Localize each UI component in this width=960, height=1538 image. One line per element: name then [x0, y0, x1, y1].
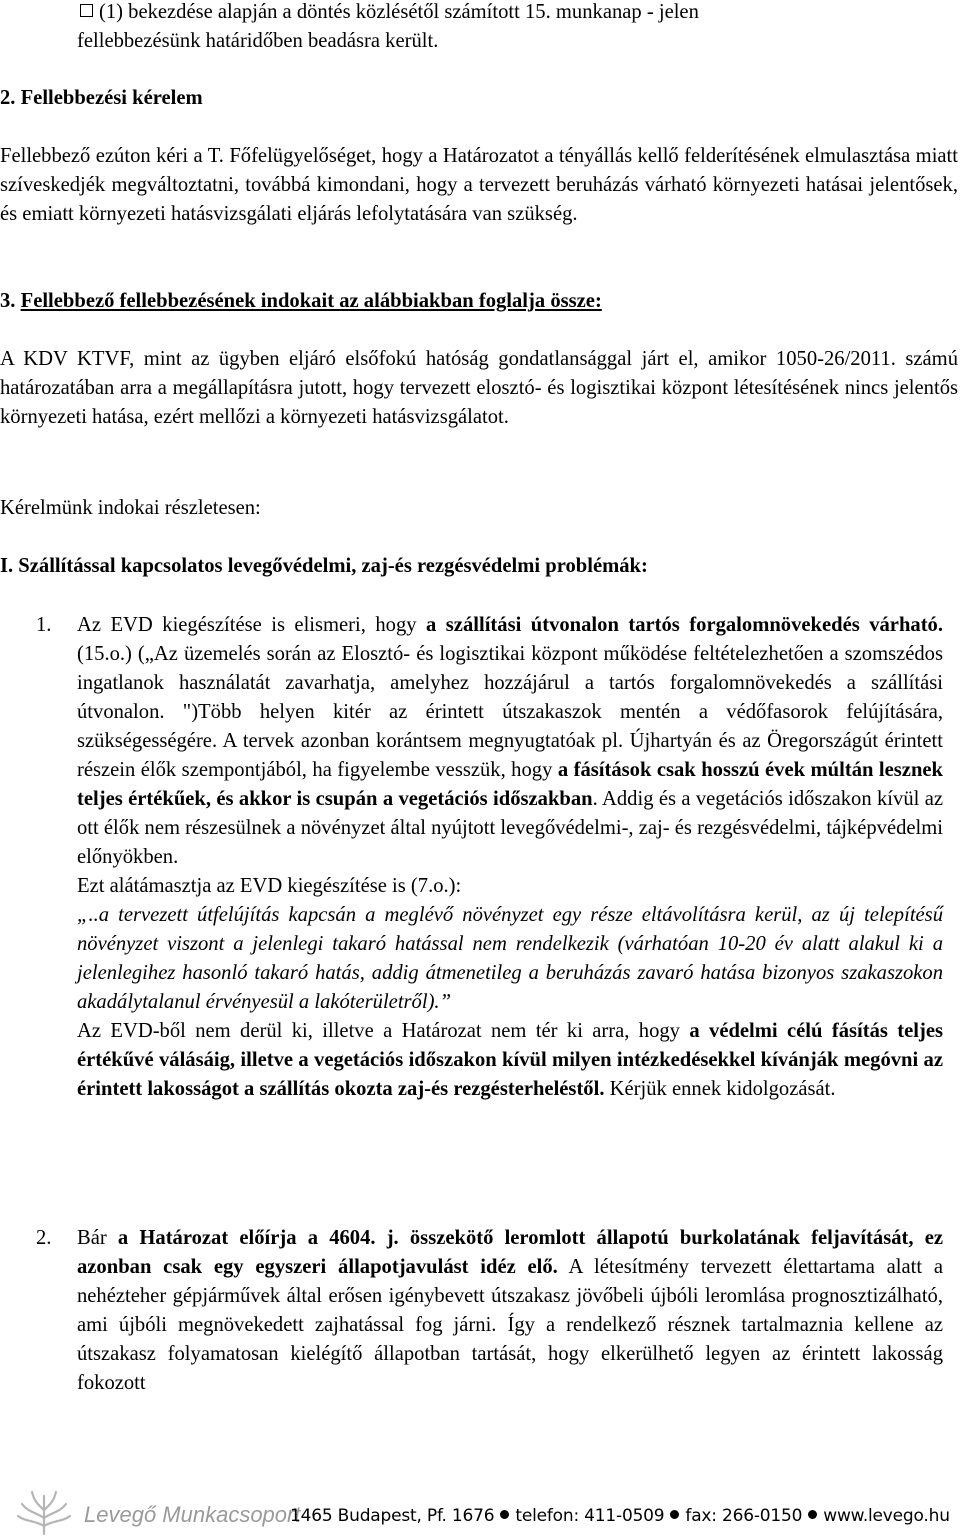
section-i-heading: I. Szállítással kapcsolatos levegővédelmi, zaj-és rezgésvédelmi problémák: [0, 555, 648, 577]
section-3-text: A KDV KTVF, mint az ügyben eljáró elsőfokú hatóság gondatlansággal járt el, amikor 1050-26/2011. számú határozatában arra a megállapításra jutott, hogy tervezett elosztó- és logisztikai központ létesítésének nincs jelentős környezeti hatása, ezért mellőzi a környezeti hatásvizsgálatot. [0, 348, 958, 428]
item-2-number: 2. [36, 1227, 52, 1249]
checkbox-square-icon [80, 4, 93, 17]
section-2-body [0, 142, 958, 229]
item-2-paragraph: Bár a Határozat előírja a 4604. j. összekötő leromlott állapotú burkolatának feljavítását, ez azonban csak egy egyszeri állapotjavulást idéz elő. A létesítmény tervezett élettartama alatt a nehézteher gépjárművek által erősen igénybevett útszakasz jövőbeli újbóli leromlása prognosztizálható, ami újbóli megnövekedett zajhatással fog járni. Így a rendelkező résznek tartalmaznia kellene az útszakasz folyamatosan kielégítő állapotban tartását, hogy elkerülhető legyen az érintett lakosság fokozott [77, 1227, 943, 1394]
section-3-heading: 3. Fellebbező fellebbezésének indokait az alábbiakban foglalja össze: [0, 290, 602, 312]
details-label: Kérelmünk indokai részletesen: [0, 497, 261, 519]
section-2 [0, 84, 958, 113]
section-2-heading: 2. Fellebbezési kérelem [0, 87, 203, 109]
item-1 [77, 611, 943, 1104]
bullet-icon [500, 1510, 509, 1519]
footer [0, 1486, 960, 1538]
section-3 [0, 287, 958, 316]
footer-phone: telefon: 411-0509 [515, 1506, 665, 1526]
intro-paragraph [0, 0, 958, 56]
footer-address: 1465 Budapest, Pf. 1676 [290, 1506, 495, 1526]
section-i [0, 552, 958, 581]
item-1-number: 1. [36, 614, 52, 636]
leaf-logo-icon [4, 1486, 84, 1538]
footer-fax: fax: 266-0150 [685, 1506, 803, 1526]
section-3-body [0, 345, 958, 432]
item-2 [77, 1224, 943, 1398]
item-1-quote: „..a tervezett útfelújítás kapcsán a meglévő növényzet egy része eltávolításra kerül, az új telepítésű növényzet viszont a jelenlegi takaró hatással nem rendelkezik (várhatóan 10-20 év alatt alakul ki a jelenlegihez hasonló takaró hatás, addig átmenetileg a beruházás zavaró hatása bizonyos szakaszokon akadálytalanul érvényesül a lakóterületről).” [77, 904, 943, 1013]
bullet-icon [670, 1510, 679, 1519]
item-1-paragraph: Az EVD kiegészítése is elismeri, hogy a szállítási útvonalon tartós forgalomnövekedés várható. (15.o.) („Az üzemelés során az Elosztó- és logisztikai központ működése feltételezhetően a szomszédos ingatlanok használatát zavarhatja, amelyhez hozzájárul a tartós forgalomnövekedés a szállítási útvonalon. ")Több helyen kitér az érintett útszakaszok mentén a védőfasorok felújítására, szükségességére. A tervek azonban korántsem megnyugtatóak pl. Újhartyán és az Öregországút érintett részein élők szempontjából, ha figyelembe vesszük, hogy a fásítások csak hosszú évek múltán lesznek teljes értékűek, és akkor is csupán a vegetációs időszakban. Addig és a vegetációs időszakon kívül az ott élők nem részesülnek a növényzet által nyújtott levegővédelmi-, zaj- és rezgésvédelmi, tájképvédelmi előnyökben. [77, 614, 943, 868]
footer-logo-text: Levegő Munkacsoport [84, 1502, 301, 1527]
section-3-details [0, 494, 958, 523]
item-1-support: Ezt alátámasztja az EVD kiegészítése is (7.o.): [77, 875, 462, 897]
bullet-icon [808, 1510, 817, 1519]
footer-contact [290, 1502, 950, 1531]
intro-line-1: (1) bekezdése alapján a döntés közlésétől számított 15. munkanap - jelen [0, 0, 958, 27]
footer-website-link[interactable]: www.levego.hu [823, 1506, 950, 1526]
item-1-conclusion: Az EVD-ből nem derül ki, illetve a Határozat nem tér ki arra, hogy a védelmi célú fásítás teljes értékűvé válásáig, illetve a vegetációs időszakon kívül milyen intézkedésekkel kívánják megóvni az érintett lakosságot a szállítás okozta zaj-és rezgésterheléstől. Kérjük ennek kidolgozását. [77, 1020, 943, 1100]
intro-line-2: fellebbezésünk határidőben beadásra került. [77, 30, 439, 52]
section-2-text: Fellebbező ezúton kéri a T. Főfelügyelőséget, hogy a Határozatot a tényállás kellő felderítésének elmulasztása miatt szíveskedjék megváltoztatni, továbbá kimondani, hogy a tervezett beruházás várható környezeti hatásai jelentősek, és emiatt környezeti hatásvizsgálati eljárás lefolytatására van szükség. [0, 145, 958, 225]
